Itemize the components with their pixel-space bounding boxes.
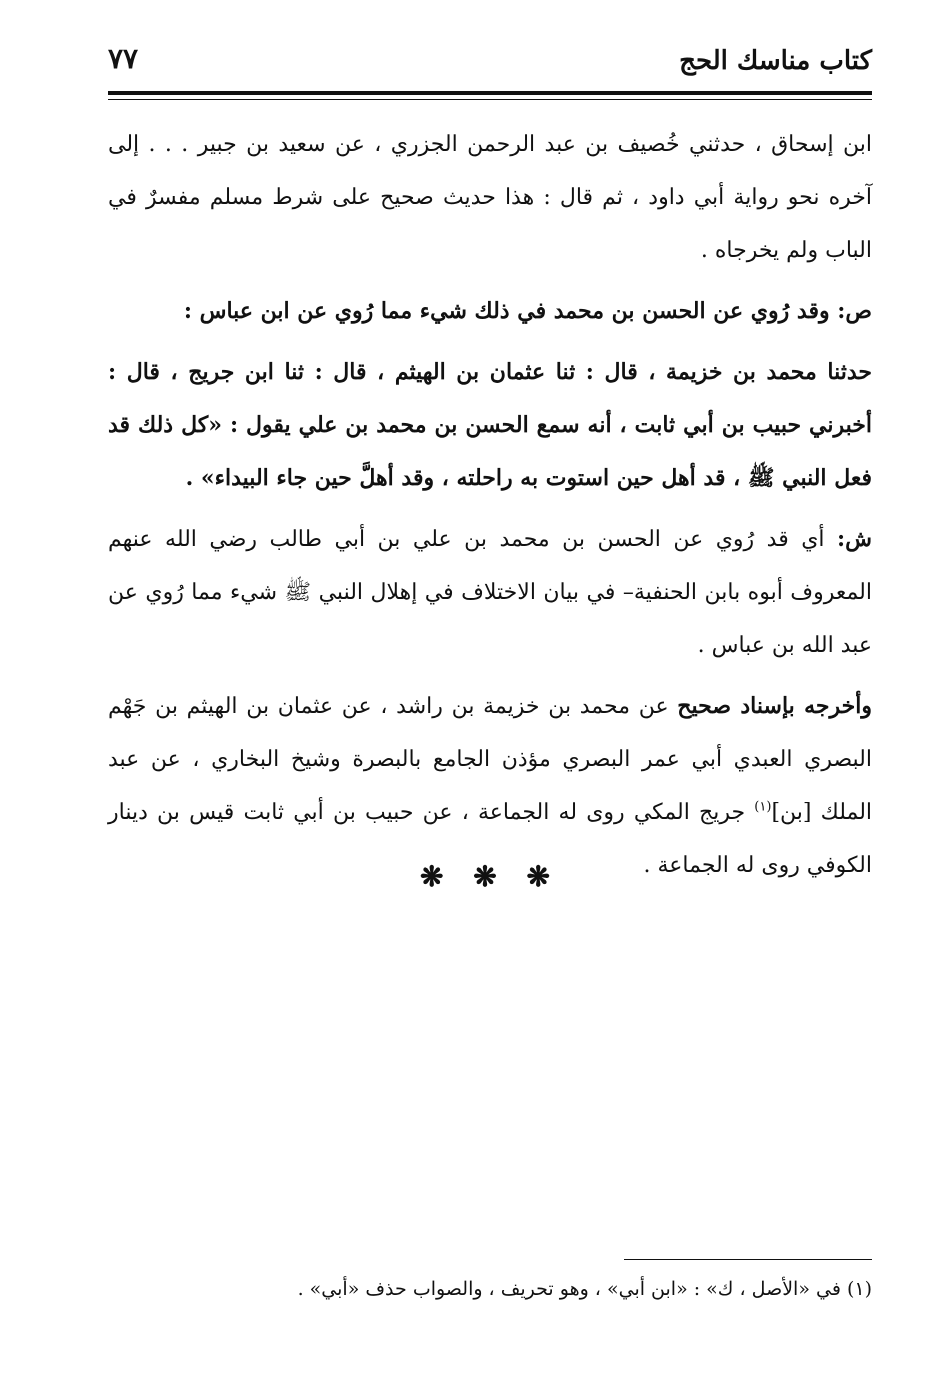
page-header (108, 40, 872, 86)
takhrij-lead: وأخرجه بإسناد صحيح (677, 693, 873, 719)
page-number: ٧٧ (108, 42, 139, 75)
main-text (108, 118, 872, 900)
header-rule-thin (108, 99, 872, 100)
paragraph-text: جريج المكي روى له الجماعة ، عن حبيب بن أبي ثابت قيس بن دينار الكوفي روى له الجماعة . (108, 800, 872, 878)
sad-marker: ص: (837, 298, 872, 324)
footnote-reference[interactable]: (١) (754, 799, 772, 815)
paragraph-isnad-continuation (108, 118, 872, 277)
running-title: كتاب مناسك الحج (679, 46, 872, 76)
section-separator: ❋ ❋ ❋ (420, 860, 560, 893)
paragraph-hadith (108, 346, 872, 505)
header-rule-thick (108, 91, 872, 95)
paragraph-text: وقد رُوي عن الحسن بن محمد في ذلك شيء مما رُوي عن ابن عباس : (183, 298, 830, 324)
shin-marker: ش: (837, 526, 872, 552)
paragraph-text: أي قد رُوي عن الحسن بن محمد بن علي بن أبي طالب رضي الله عنهم المعروف أبوه بابن الحنفية– في بيان الاختلاف في إهلال النبي ﷺ شيء مما رُوي عن عبد الله بن عباس . (108, 527, 872, 658)
footnote: (١) في «الأصل ، ك» : «ابن أبي» ، وهو تحريف ، والصواب حذف «أبي» . (297, 1278, 872, 1300)
paragraph-text: حدثنا محمد بن خزيمة ، قال : ثنا عثمان بن الهيثم ، قال : ثنا ابن جريج ، قال : أخبرني حبيب بن أبي ثابت ، أنه سمع الحسن بن محمد بن علي يقول : «كل ذلك قد فعل النبي ﷺ ، قد أهل حين استوت به راحلته ، وقد أهلَّ حين جاء البيداء» . (108, 359, 872, 491)
paragraph-matn-heading (108, 285, 872, 338)
paragraph-text: عن محمد بن خزيمة بن راشد ، عن عثمان بن الهيثم بن جَهْم البصري العبدي أبي عمر البصري مؤذن الجامع بالبصرة وشيخ البخاري ، عن عبد الملك [بن] (108, 694, 873, 825)
paragraph-text: ابن إسحاق ، حدثني خُصيف بن عبد الرحمن الجزري ، عن سعيد بن جبير . . . إلى آخره نحو رواية أبي داود ، ثم قال : هذا حديث صحيح على شرط مسلم مفسرٌ في الباب ولم يخرجاه . (108, 132, 872, 263)
paragraph-commentary (108, 513, 872, 672)
footnote-rule (624, 1259, 872, 1260)
